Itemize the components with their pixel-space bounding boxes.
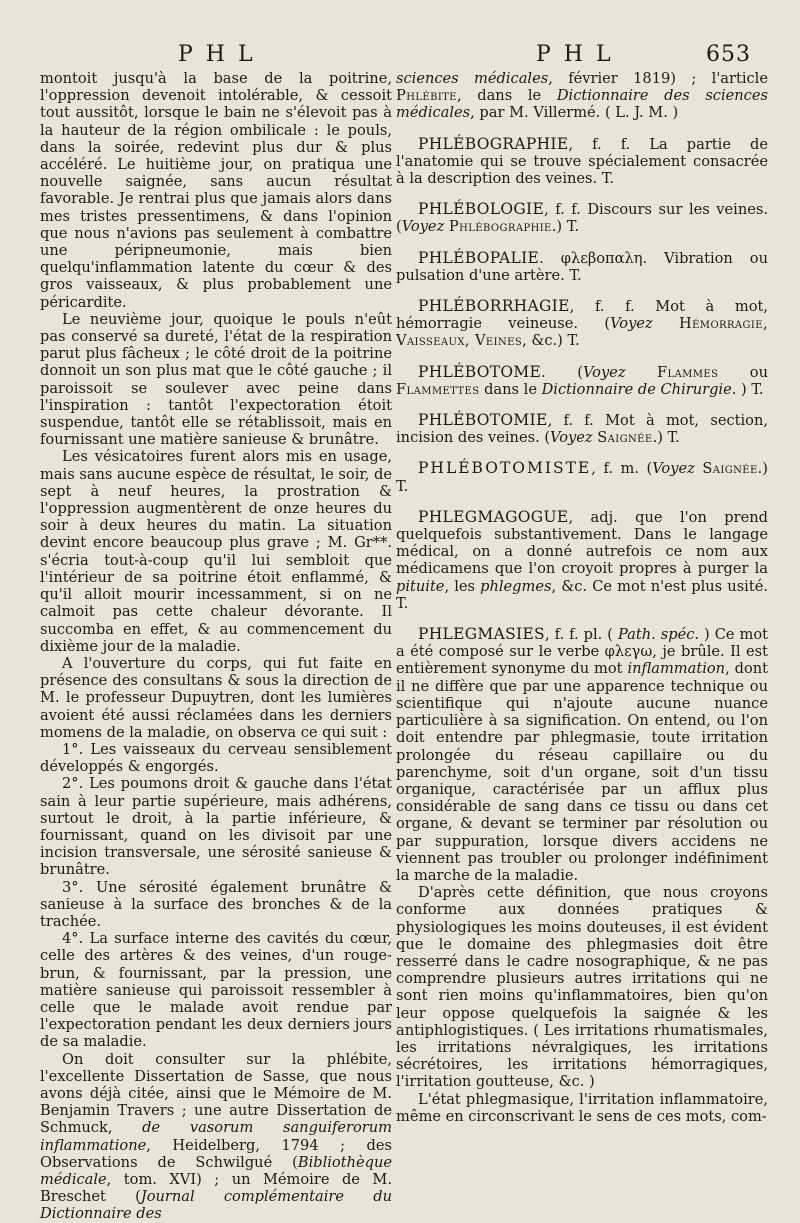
text-run-italic: pituite xyxy=(396,577,445,595)
left-running-title: P H L xyxy=(178,42,256,67)
text-run: .) T. xyxy=(652,429,680,447)
entry-term: PHLÉBORRHAGIE xyxy=(418,297,570,316)
cross-reference: Flammettes xyxy=(396,380,480,398)
paragraph: 4°. La surface interne des cavités du cœur, celle des artères & des veines, d'un rouge-brun, & fournissant, par la pression, une matière sanieuse qui paroissoit ressembler à celle que le malade avoit rendue par l'expectoration pendant les deux derniers jours de sa maladie. xyxy=(40,930,392,1051)
paragraph: D'après cette définition, que nous croyons conforme aux données pratiques & physiologiques les moins douteuses, il est évident que le domaine des phlegmasies doit être resserré dans le cadre nosographique, & ne pas comprendre plusieurs autres irritations qui ne sont rien moins qu'inflammatoires, bien qu'on leur oppose quelquefois la saignée & les antiphlogistiques. ( Les irritations rhumatismales, les irritations névralgiques, les irritations sécrétoires, les irritations hémorragiques, l'irritation goutteuse, &c. ) xyxy=(396,884,768,1091)
paragraph: 3°. Une sérosité également brunâtre & sanieuse à la surface des bronches & de la trachée. xyxy=(40,878,392,930)
text-run: , par M. Villermé. ( L. J. M. ) xyxy=(470,104,679,122)
text-run-italic: Voyez xyxy=(582,363,626,381)
paragraph: 2°. Les poumons droit & gauche dans l'état sain à leur partie supérieure, mais adhérens, surtout le droit, à la partie inférieure, & fournissant, quand on les divisoit par une incision transversale, une sérosité sanieuse & brunâtre. xyxy=(40,775,392,879)
page-number: 653 xyxy=(706,42,751,67)
text-run: , dans le xyxy=(456,87,557,105)
right-running-title: P H L xyxy=(536,42,614,67)
text-run-italic: sciences médicales xyxy=(396,70,549,87)
text-run: , dont il ne diffère que par une apparence technique ou scientifique qui n'ajoute aucune nuance particulière à sa signification. On entend, ou l'on doit entendre par phlegmasie, toute irritation prolongée du réseau capillaire ou du parenchyme, soit d'un organe, soit d'un tissu organique, caractérisée par un afflux plus considérable de sang dans ce tissu ou dans cet organe, & devant se terminer par résolution ou par suppuration, lorsque divers accidens ne viennent pas troubler ou prolonger indéfiniment la marche de la maladie. xyxy=(396,660,768,884)
dictionary-entry xyxy=(396,626,768,884)
entry-term: PHLÉBOLOGIE xyxy=(418,200,545,219)
dictionary-entry xyxy=(396,412,768,446)
right-column xyxy=(396,70,768,1125)
paragraph: montoit jusqu'à la base de la poitrine, l'oppression devenoit intolérable, & cessoit tout aussitôt, lorsque le bain ne s'élevoit pas à la hauteur de la région ombilicale : le pouls, dans la soirée, redevint plus dur & plus accéléré. Le huitième jour, on pratiqua une nouvelle saignée, sans aucun résultat favorable. Je rentrai plus que jamais alors dans mes tristes pressentimens, & dans l'opinion que nous n'avions pas seulement à combattre une péripneumonie, mais bien quelqu'inflammation latente du cœur & des gros vaisseaux, & plus probablement une péricardite. xyxy=(40,70,392,311)
running-header xyxy=(0,42,800,70)
entry-term: PHLÉBOTOME xyxy=(418,362,542,381)
text-run-italic: Voyez xyxy=(610,315,653,333)
entry-definition: ) Ce mot a été composé sur le verbe φλεγω, je brûle. Il est entièrement synonyme du mot xyxy=(396,626,769,678)
text-run: , février 1819) ; l'article xyxy=(548,70,768,87)
text-run-italic: Path. spéc. xyxy=(617,626,700,644)
cross-reference: Hémorragie, Vaisseaux, Veines xyxy=(396,315,769,350)
text-run-italic: Voyez xyxy=(401,218,445,236)
paragraph: L'état phlegmasique, l'irritation inflammatoire, même en circonscrivant le sens de ces mots, com- xyxy=(396,1090,768,1125)
text-run-italic: Journal complémentaire du Dictionnaire des xyxy=(40,1188,393,1223)
text-run: . ( xyxy=(541,363,583,381)
dictionary-entry xyxy=(396,136,768,188)
text-run: dans le xyxy=(479,380,542,398)
dictionary-entry xyxy=(396,298,768,350)
text-run: , &c.) T. xyxy=(522,332,580,350)
text-run: , &c. Ce mot n'est plus usité. T. xyxy=(396,577,768,612)
entry-definition: , adj. que l'on prend quelquefois substantivement. Dans le langage médical, on a donné autrefois ce nom aux médicamens que l'on croyoit propres à purger la xyxy=(396,508,768,578)
entry-definition: , f. f. La partie de l'anatomie qui se trouve spécialement consacrée à la description des veines. T. xyxy=(396,135,768,188)
paragraph: Les vésicatoires furent alors mis en usage, mais sans aucune espèce de résultat, le soir, de sept à neuf heures, la prostration & l'oppression augmentèrent de onze heures du soir à deux heures du matin. La situation devint encore beaucoup plus grave ; M. Gr**. s'écria tout-à-coup qu'il lui sembloit que l'intérieur de sa poitrine étoit enflammé, & qu'il alloit mourir incessamment, si on ne calmoit pas cette chaleur dévorante. Il succomba en effet, & au commencement du dixième jour de la maladie. xyxy=(40,448,392,655)
text-run: , f. f. pl. ( xyxy=(544,626,618,644)
cross-reference: Phlébographie xyxy=(448,218,552,236)
entry-definition: , f. f. Mot à mot, section, incision des veines. ( xyxy=(396,412,768,447)
entry-term: PHLÉBOTOMIE xyxy=(418,411,548,430)
text-run-italic: Bibliothèque médicale xyxy=(40,1153,392,1188)
paragraph: A l'ouverture du corps, qui fut faite en présence des consultans & sous la direction de M. le professeur Dupuytren, dont les lumières avoient été aussi réclamées dans les derniers momens de la maladie, on observa ce qui suit : xyxy=(40,654,392,741)
entry-term: PHLEGMAGOGUE xyxy=(418,507,569,526)
entry-definition: . φλεβοπαλη. Vibration ou pulsation d'une artère. T. xyxy=(396,249,768,284)
paragraph xyxy=(40,1051,392,1223)
left-column xyxy=(40,70,392,1223)
dictionary-entry xyxy=(396,250,768,284)
text-run-italic: Voyez xyxy=(550,429,593,447)
entry-term: PHLÉBOTOMISTE xyxy=(418,459,592,478)
cross-reference: Flammes xyxy=(656,363,719,381)
cross-reference: Saignée xyxy=(597,429,653,447)
entry-term: PHLÉBOGRAPHIE xyxy=(418,134,569,153)
text-run: .) T. xyxy=(551,218,579,236)
text-run: , Heidelberg, 1794 ; des Observations de Schwilgué ( xyxy=(40,1136,392,1171)
cross-reference: Saignée xyxy=(702,460,758,478)
entry-term: PHLEGMASIES xyxy=(418,625,545,644)
text-run: , les xyxy=(444,577,481,595)
text-run-italic: Voyez xyxy=(652,460,695,478)
text-run-italic: phlegmes xyxy=(480,577,552,595)
text-run: , f. m. ( xyxy=(591,460,653,478)
entry-definition: , f. f. Discours sur les veines. ( xyxy=(396,201,768,236)
text-run: On doit consulter sur la phlébite, l'excellente Dissertation de Sasse, que nous avons déjà citée, ainsi que le Mémoire de M. Benjamin Travers ; une autre Dissertation de Schmuck, xyxy=(40,1050,392,1137)
text-run-italic: Dictionnaire de Chirurgie xyxy=(541,380,732,398)
text-run: . ) T. xyxy=(731,380,764,398)
paragraph xyxy=(396,70,768,122)
entry-term: PHLÉBOPALIE xyxy=(418,248,540,267)
text-run: .) T. xyxy=(396,460,769,495)
dictionary-entry xyxy=(396,509,768,612)
text-run-smallcaps: Phlébite xyxy=(396,87,457,105)
paragraph: 1°. Les vaisseaux du cerveau sensiblement développés & engorgés. xyxy=(40,740,392,776)
entry-definition: , f. f. Mot à mot, hémorragie veineuse. ( xyxy=(396,298,768,333)
text-run: , tom. XVI) ; un Mémoire de M. Breschet ( xyxy=(40,1171,392,1206)
dictionary-entry xyxy=(396,460,768,494)
dictionary-entry xyxy=(396,201,768,235)
dictionary-entry xyxy=(396,364,768,398)
text-run-italic: inflammation xyxy=(627,660,726,678)
text-run-italic: de vasorum sanguiferorum inflammatione xyxy=(40,1119,392,1154)
text-run-italic: Dictionnaire des sciences médicales xyxy=(396,87,768,122)
text-run: ou xyxy=(718,363,768,381)
paragraph: Le neuvième jour, quoique le pouls n'eût pas conservé sa dureté, l'état de la respiration parut plus fâcheux ; le côté droit de la poitrine donnoit un son plus mat que le côté gauche ; il paroissoit se soulever avec peine dans l'inspiration : tantôt l'expectoration étoit suspendue, tantôt elle se rétablissoit, mais en fournissant une matière sanieuse & brunâtre. xyxy=(40,310,392,449)
